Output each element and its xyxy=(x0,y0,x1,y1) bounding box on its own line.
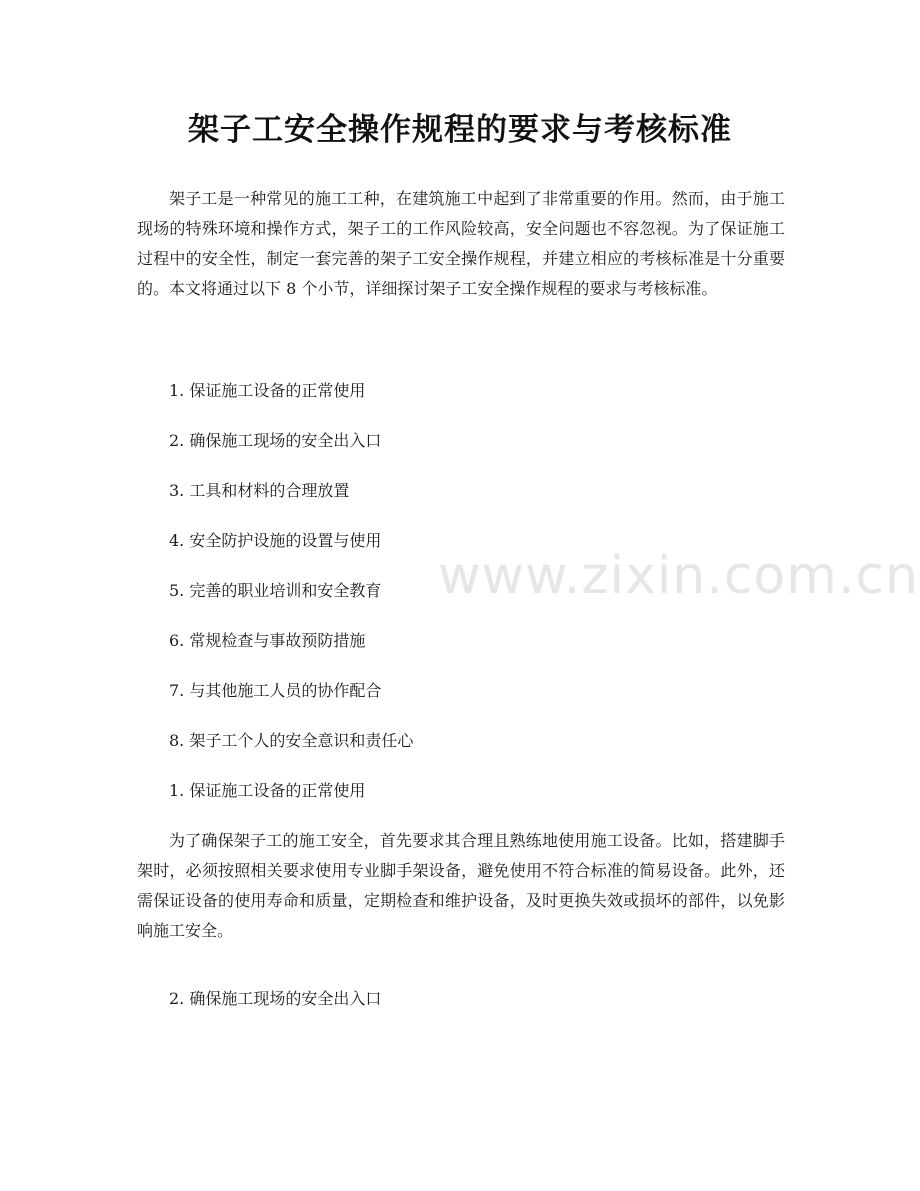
toc-item-1: 1. 保证施工设备的正常使用 xyxy=(169,381,366,400)
watermark: www.zixin.com.cn xyxy=(438,546,919,606)
intro-paragraph: 架子工是一种常见的施工工种，在建筑施工中起到了非常重要的作用。然而，由于施工现场的特殊环境和操作方式，架子工的工作风险较高，安全问题也不容忽视。为了保证施工过程中的安全性，制定一套完善的架子工安全操作规程，并建立相应的考核标准是十分重要的。本文将通过以下 8 个小节，详细探讨架子工安全操作规程的要求与考核标准。 xyxy=(137,189,785,298)
toc-item-4: 4. 安全防护设施的设置与使用 xyxy=(169,531,382,550)
section-1-body: 为了确保架子工的施工安全，首先要求其合理且熟练地使用施工设备。比如，搭建脚手架时，必须按照相关要求使用专业脚手架设备，避免使用不符合标准的简易设备。此外，还需保证设备的使用寿命和质量，定期检查和维护设备，及时更换失效或损坏的部件，以免影响施工安全。 xyxy=(137,831,785,940)
toc-item-8: 8. 架子工个人的安全意识和责任心 xyxy=(169,731,414,750)
toc-item-6: 6. 常规检查与事故预防措施 xyxy=(169,631,366,650)
toc-item-2: 2. 确保施工现场的安全出入口 xyxy=(169,431,382,450)
section-1-heading: 1. 保证施工设备的正常使用 xyxy=(169,781,366,800)
section-2-heading: 2. 确保施工现场的安全出入口 xyxy=(169,989,382,1008)
page-title: 架子工安全操作规程的要求与考核标准 xyxy=(188,112,732,148)
toc-item-3: 3. 工具和材料的合理放置 xyxy=(169,481,350,500)
toc-item-7: 7. 与其他施工人员的协作配合 xyxy=(169,681,382,700)
toc-item-5: 5. 完善的职业培训和安全教育 xyxy=(169,581,382,600)
